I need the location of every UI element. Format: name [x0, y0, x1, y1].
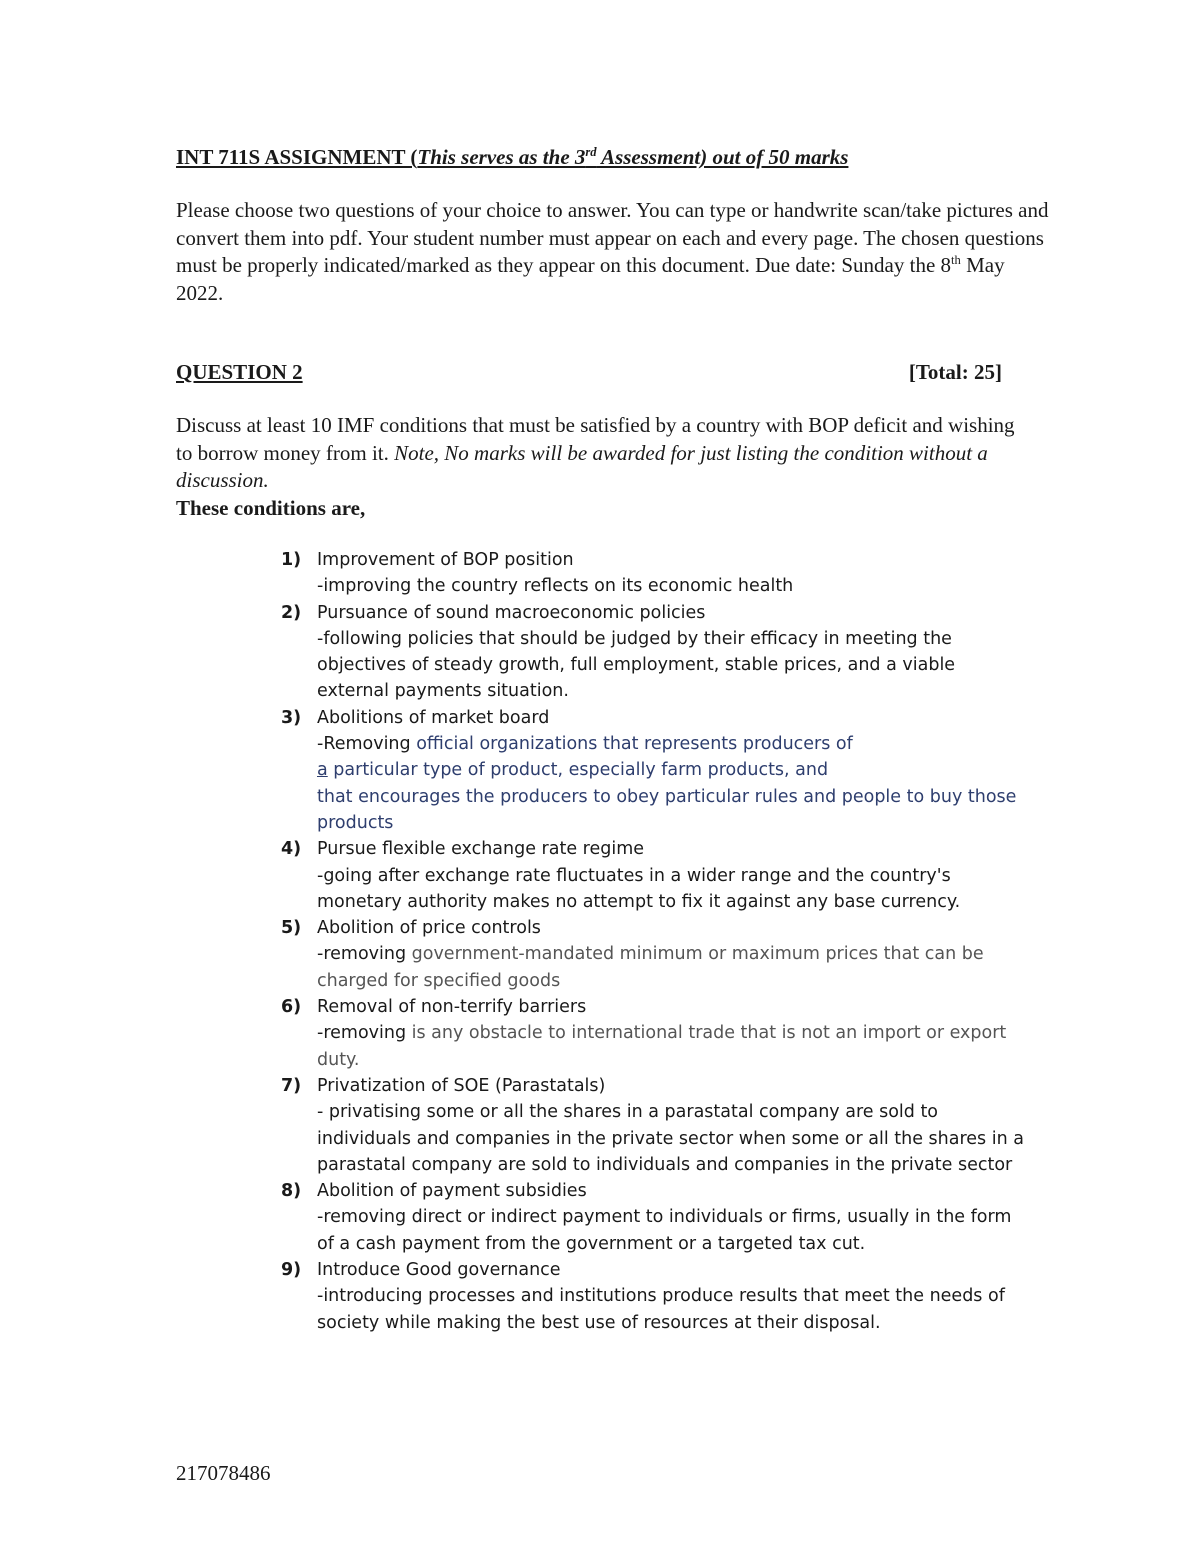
condition-heading: Removal of non-terrify barriers [317, 997, 587, 1018]
condition-description: -removing is any obstacle to international trade that is not an import or export duty. [317, 1023, 1007, 1070]
condition-description: -following policies that should be judged by their efficacy in meeting the objectives of steady growth, full employment, stable prices, and a viable external payments situation. [317, 628, 956, 702]
conditions-lead: These conditions are, [176, 496, 366, 520]
list-item: 2) Pursuance of sound macroeconomic policies -following policies that should be judged by their efficacy in meeting the objectives of steady growth, full employment, stable prices, and a viable external payments situation. [0, 600, 1200, 705]
list-item: 1) Improvement of BOP position -improving the country reflects on its economic health [0, 547, 1200, 600]
condition-description: -going after exchange rate fluctuates in a wider range and the country's monetary authority makes no attempt to fix it against any base currency. [317, 865, 961, 912]
condition-description: -removing direct or indirect payment to individuals or firms, usually in the form of a cash payment from the government or a targeted tax cut. [317, 1207, 1012, 1254]
condition-description: -removing government-mandated minimum or maximum prices that can be charged for specified goods [317, 944, 984, 991]
condition-description: -Removing official organizations that represents producers of a particular type of product, especially farm products, and that encourages the producers to obey particular rules and people to buy those products [317, 734, 1017, 833]
assignment-title: INT 711S ASSIGNMENT (This serves as the 3rd Assessment) out of 50 marks [176, 145, 849, 169]
list-item: 8) Abolition of payment subsidies -removing direct or indirect payment to individuals or firms, usually in the form of a cash payment from the government or a targeted tax cut. [0, 1178, 1200, 1257]
question-note: Note, No marks will be awarded for just listing the condition without a discussion. [176, 440, 988, 492]
condition-heading: Abolition of payment subsidies [317, 1181, 587, 1202]
list-item: 7) Privatization of SOE (Parastatals) - privatising some or all the shares in a parastatal company are sold to individuals and companies in the private sector when some or all the shares in a parastatal company are sold to individuals and companies in the private sector [0, 1073, 1200, 1178]
instructions-paragraph: Please choose two questions of your choice to answer. You can type or handwrite scan/take pictures and convert them into pdf. Your student number must appear on each and every page. The chosen questions must be properly indicated/marked as they appear on this document. Due date: Sunday the 8th May 2022. [176, 198, 1049, 305]
question-label: QUESTION 2 [176, 360, 303, 384]
question-header [176, 359, 1002, 387]
condition-description: -introducing processes and institutions produce results that meet the needs of society while making the best use of resources at their disposal. [317, 1286, 1005, 1333]
list-item: 6) Removal of non-terrify barriers -removing is any obstacle to international trade that is not an import or export duty. [0, 994, 1200, 1073]
condition-description: - privatising some or all the shares in a parastatal company are sold to individuals and companies in the private sector when some or all the shares in a parastatal company are sold to individuals and companies in the private sector [317, 1102, 1024, 1175]
list-item: 5) Abolition of price controls -removing government-mandated minimum or maximum prices that can be charged for specified goods [0, 915, 1200, 994]
condition-description: -improving the country reflects on its economic health [317, 576, 794, 597]
condition-heading: Pursue flexible exchange rate regime [317, 839, 645, 860]
conditions-list [0, 547, 1200, 1336]
title-italic: This serves as the 3rd Assessment) out of 50 marks [417, 145, 849, 169]
list-item: 3) Abolitions of market board -Removing official organizations that represents producers of a particular type of product, especially farm products, and that encourages the producers to obey particular rules and people to buy those products [0, 705, 1200, 836]
condition-heading: Introduce Good governance [317, 1260, 561, 1281]
question-text: Discuss at least 10 IMF conditions that must be satisfied by a country with BOP deficit and wishing to borrow money from it. Note, No marks will be awarded for just listing the condition without a discussion. [176, 413, 1015, 492]
list-item: 9) Introduce Good governance -introducing processes and institutions produce results that meet the needs of society while making the best use of resources at their disposal. [0, 1257, 1200, 1336]
condition-heading: Abolitions of market board [317, 707, 550, 728]
condition-heading: Abolition of price controls [317, 918, 541, 939]
student-number-footer: 217078486 [176, 1461, 271, 1485]
list-item: 4) Pursue flexible exchange rate regime -going after exchange rate fluctuates in a wider range and the country's monetary authority makes no attempt to fix it against any base currency. [0, 836, 1200, 915]
condition-heading: Privatization of SOE (Parastatals) [317, 1075, 606, 1096]
condition-heading: Pursuance of sound macroeconomic policies [317, 602, 706, 623]
condition-heading: Improvement of BOP position [317, 550, 574, 570]
question-total: [Total: 25] [908, 360, 1002, 384]
